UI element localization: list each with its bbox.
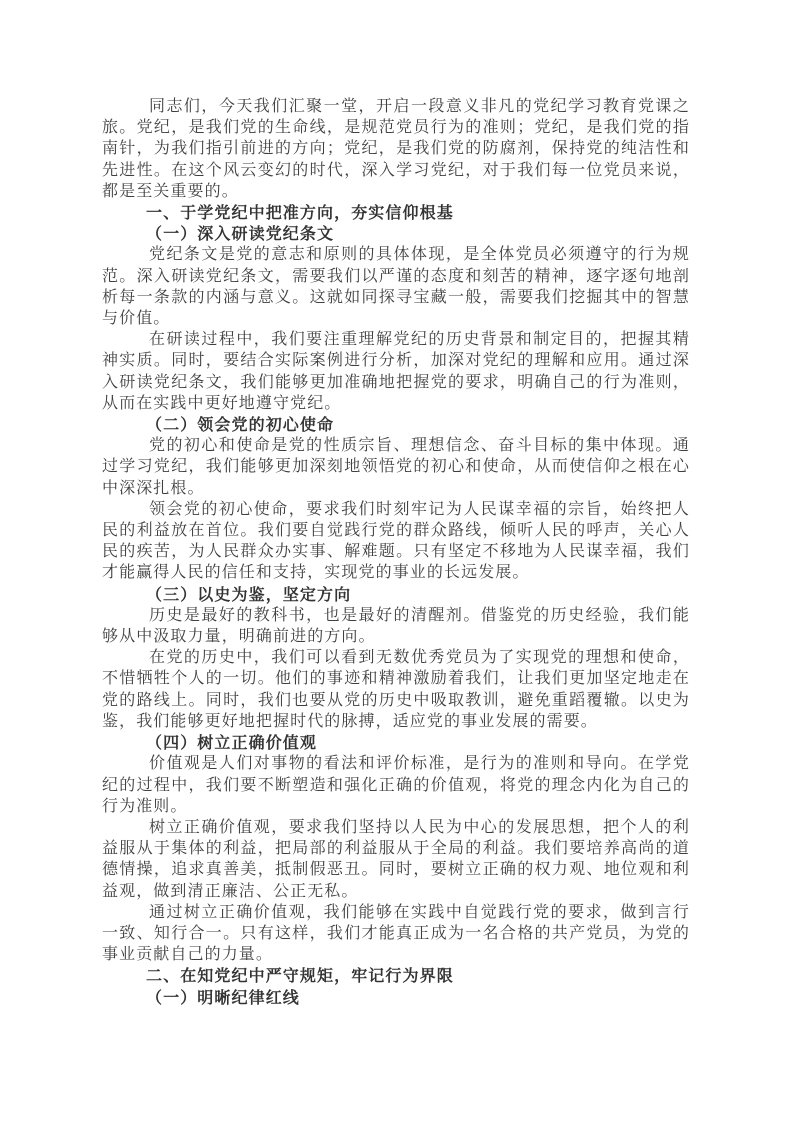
- section-heading: 一、于学党纪中把准方向，夯实信仰根基: [146, 203, 454, 223]
- paragraph: 历史是最好的教科书，也是最好的清醒剂。借鉴党的历史经验，我们能够从中汲取力量，明确前进的方向。: [102, 606, 690, 646]
- section-heading: （一）明晰纪律红线: [146, 987, 300, 1007]
- document-body: [102, 96, 690, 1008]
- paragraph: 党的初心和使命是党的性质宗旨、理想信念、奋斗目标的集中体现。通过学习党纪，我们能够更加深刻地领悟党的初心和使命，从而使信仰之根在心中深深扎根。: [102, 437, 690, 497]
- paragraph: 同志们，今天我们汇聚一堂，开启一段意义非凡的党纪学习教育党课之旅。党纪，是我们党的生命线，是规范党员行为的准则；党纪，是我们党的指南针，为我们指引前进的方向；党纪，是我们党的防腐剂，保持党的纯洁性和先进性。在这个风云变幻的时代，深入学习党纪，对于我们每一位党员来说，都是至关重要的。: [102, 98, 690, 200]
- paragraph: 树立正确价值观，要求我们坚持以人民为中心的发展思想，把个人的利益服从于集体的利益，把局部的利益服从于全局的利益。我们要培养高尚的道德情操，追求真善美，抵制假恶丑。同时，要树立正确的权力观、地位观和利益观，做到清正廉洁、公正无私。: [102, 818, 690, 900]
- section-heading: 二、在知党纪中严守规矩，牢记行为界限: [146, 966, 454, 986]
- paragraph: 通过树立正确价值观，我们能够在实践中自觉践行党的要求，做到言行一致、知行合一。只有这样，我们才能真正成为一名合格的共产党员，为党的事业贡献自己的力量。: [102, 903, 690, 964]
- section-heading: （一）深入研读党纪条文: [146, 224, 335, 244]
- paragraph: 在党的历史中，我们可以看到无数优秀党员为了实现党的理想和使命，不惜牺牲个人的一切。他们的事迹和精神激励着我们，让我们更加坚定地走在党的路线上。同时，我们也要从党的历史中吸取教训，避免重蹈覆辙。以史为鉴，我们能够更好地把握时代的脉搏，适应党的事业发展的需要。: [102, 649, 690, 730]
- section-heading: （二）领会党的初心使命: [146, 415, 335, 435]
- paragraph: 党纪条文是党的意志和原则的具体体现，是全体党员必须遵守的行为规范。深入研读党纪条文，需要我们以严谨的态度和刻苦的精神，逐字逐句地剖析每一条款的内涵与意义。这就如同探寻宝藏一般，需要我们挖掘其中的智慧与价值。: [102, 246, 690, 328]
- section-heading: （三）以史为鉴，坚定方向: [146, 584, 352, 604]
- section-heading: （四）树立正确价值观: [146, 733, 318, 753]
- paragraph: 在研读过程中，我们要注重理解党纪的历史背景和制定目的，把握其精神实质。同时，要结合实际案例进行分析，加深对党纪的理解和应用。通过深入研读党纪条文，我们能够更加准确地把握党的要求，明确自己的行为准则，从而在实践中更好地遵守党纪。: [102, 331, 690, 412]
- paragraph: 领会党的初心使命，要求我们时刻牢记为人民谋幸福的宗旨，始终把人民的利益放在首位。我们要自觉践行党的群众路线，倾听人民的呼声，关心人民的疾苦，为人民群众办实事、解难题。只有坚定不移地为人民谋幸福，我们才能赢得人民的信任和支持，实现党的事业的长远发展。: [102, 500, 690, 582]
- paragraph: 价值观是人们对事物的看法和评价标准，是行为的准则和导向。在学党纪的过程中，我们要不断塑造和强化正确的价值观，将党的理念内化为自己的行为准则。: [102, 755, 690, 815]
